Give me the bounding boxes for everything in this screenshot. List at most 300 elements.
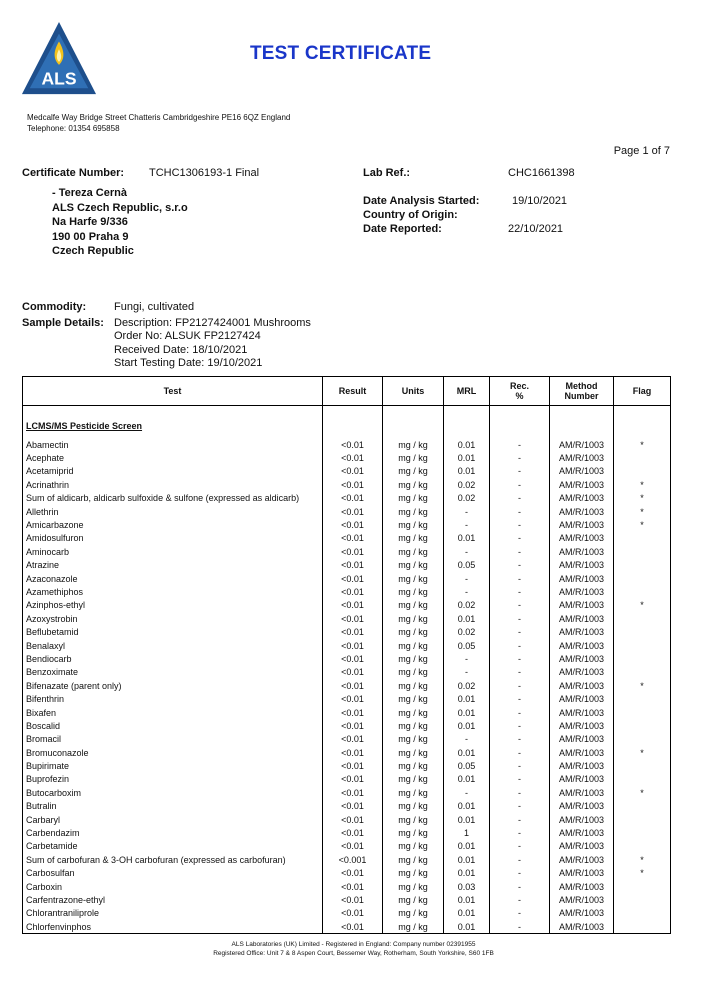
cell-test: Benzoximate: [23, 666, 323, 679]
cell-test: Sum of aldicarb, aldicarb sulfoxide & sulfone (expressed as aldicarb): [23, 492, 323, 505]
table-row: [23, 559, 671, 572]
cell-test: Amicarbazone: [23, 518, 323, 531]
cell-method: AM/R/1003: [550, 532, 614, 545]
table-row: [23, 786, 671, 799]
cell-method: AM/R/1003: [550, 746, 614, 759]
cell-result: <0.01: [323, 719, 383, 732]
cell-method: AM/R/1003: [550, 826, 614, 839]
client-contact: - Tereza Cernà: [52, 187, 127, 199]
table-row: [23, 826, 671, 839]
cell-rec: -: [490, 465, 550, 478]
cell-result: <0.01: [323, 518, 383, 531]
cell-result: <0.01: [323, 652, 383, 665]
cell-test: Amidosulfuron: [23, 532, 323, 545]
cell-result: <0.01: [323, 585, 383, 598]
cell-mrl: 0.01: [444, 773, 490, 786]
cell-rec: -: [490, 625, 550, 638]
footer-registered-office: Registered Office: Unit 7 & 8 Aspen Court, Bessemer Way, Rotherham, South Yorkshire, S60 1FB: [213, 950, 494, 957]
cell-mrl: 0.02: [444, 478, 490, 491]
cell-test: Bromacil: [23, 733, 323, 746]
cell-rec: -: [490, 438, 550, 451]
cell-units: mg / kg: [383, 759, 444, 772]
cell-test: Acrinathrin: [23, 478, 323, 491]
cell-mrl: 0.01: [444, 840, 490, 853]
cell-rec: -: [490, 759, 550, 772]
cell-rec: -: [490, 505, 550, 518]
cell-test: Carfentrazone-ethyl: [23, 893, 323, 906]
cell-units: mg / kg: [383, 853, 444, 866]
cell-mrl: -: [444, 518, 490, 531]
table-row: [23, 585, 671, 598]
cell-test: Allethrin: [23, 505, 323, 518]
table-row: [23, 706, 671, 719]
cell-mrl: 0.02: [444, 492, 490, 505]
cell-rec: -: [490, 880, 550, 893]
cell-units: mg / kg: [383, 612, 444, 625]
cell-flag: [614, 639, 671, 652]
cell-units: mg / kg: [383, 532, 444, 545]
header-method-line1: Method: [565, 381, 598, 391]
date-reported-label: Date Reported:: [363, 223, 442, 235]
cell-result: <0.01: [323, 612, 383, 625]
cell-mrl: 0.01: [444, 706, 490, 719]
cell-mrl: 1: [444, 826, 490, 839]
cell-units: mg / kg: [383, 639, 444, 652]
cell-result: <0.01: [323, 920, 383, 934]
commodity-label: Commodity:: [22, 301, 87, 313]
cell-method: AM/R/1003: [550, 813, 614, 826]
cell-test: Benalaxyl: [23, 639, 323, 652]
cell-flag: [614, 625, 671, 638]
cell-method: AM/R/1003: [550, 800, 614, 813]
cell-test: Abamectin: [23, 438, 323, 451]
table-row: [23, 679, 671, 692]
table-row: [23, 840, 671, 853]
cell-test: Azaconazole: [23, 572, 323, 585]
cell-result: <0.01: [323, 438, 383, 451]
address-line: Medcalfe Way Bridge Street Chatteris Cambridgeshire PE16 6QZ England: [27, 113, 291, 122]
header-result: Result: [323, 377, 383, 406]
cell-units: mg / kg: [383, 719, 444, 732]
cell-test: Carbetamide: [23, 840, 323, 853]
cell-method: AM/R/1003: [550, 759, 614, 772]
cell-flag: *: [614, 492, 671, 505]
cell-units: mg / kg: [383, 920, 444, 934]
sample-details: [114, 317, 311, 370]
cell-rec: -: [490, 840, 550, 853]
cell-rec: -: [490, 853, 550, 866]
section-row: [23, 406, 671, 433]
cell-flag: [614, 532, 671, 545]
cell-mrl: 0.01: [444, 532, 490, 545]
cell-test: Acetamiprid: [23, 465, 323, 478]
cell-rec: -: [490, 679, 550, 692]
table-row: [23, 545, 671, 558]
cell-method: AM/R/1003: [550, 559, 614, 572]
client-address: [52, 186, 188, 259]
table-row: [23, 492, 671, 505]
cell-flag: [614, 907, 671, 920]
cell-rec: -: [490, 666, 550, 679]
cell-result: <0.01: [323, 465, 383, 478]
cell-flag: *: [614, 438, 671, 451]
cell-rec: -: [490, 492, 550, 505]
cell-method: AM/R/1003: [550, 652, 614, 665]
cell-mrl: 0.01: [444, 907, 490, 920]
table-row: [23, 733, 671, 746]
cell-units: mg / kg: [383, 840, 444, 853]
cell-rec: -: [490, 559, 550, 572]
cell-method: AM/R/1003: [550, 786, 614, 799]
cell-mrl: -: [444, 786, 490, 799]
cell-units: mg / kg: [383, 478, 444, 491]
table-row: [23, 719, 671, 732]
cell-flag: [614, 545, 671, 558]
cell-result: <0.01: [323, 532, 383, 545]
cell-flag: [614, 465, 671, 478]
table-row: [23, 599, 671, 612]
cell-rec: -: [490, 532, 550, 545]
cell-method: AM/R/1003: [550, 478, 614, 491]
cell-rec: -: [490, 746, 550, 759]
cell-rec: -: [490, 652, 550, 665]
cell-units: mg / kg: [383, 893, 444, 906]
cell-method: AM/R/1003: [550, 572, 614, 585]
header-rec-line2: %: [515, 391, 524, 401]
table-row: [23, 759, 671, 772]
cell-units: mg / kg: [383, 559, 444, 572]
cell-flag: [614, 880, 671, 893]
table-row: [23, 505, 671, 518]
cell-method: AM/R/1003: [550, 920, 614, 934]
cell-result: <0.01: [323, 880, 383, 893]
cell-flag: [614, 826, 671, 839]
cell-flag: *: [614, 599, 671, 612]
cell-flag: [614, 759, 671, 772]
cell-rec: -: [490, 719, 550, 732]
cell-mrl: 0.03: [444, 880, 490, 893]
footer-company: ALS Laboratories (UK) Limited - Registered in England: Company number 02391955: [231, 941, 476, 948]
cell-rec: -: [490, 867, 550, 880]
page-title: TEST CERTIFICATE: [250, 43, 432, 64]
cell-rec: -: [490, 518, 550, 531]
cell-rec: -: [490, 826, 550, 839]
cell-units: mg / kg: [383, 545, 444, 558]
cell-method: AM/R/1003: [550, 733, 614, 746]
cell-rec: -: [490, 599, 550, 612]
cell-result: <0.01: [323, 893, 383, 906]
cell-result: <0.01: [323, 492, 383, 505]
cell-result: <0.001: [323, 853, 383, 866]
cell-units: mg / kg: [383, 518, 444, 531]
header-method-line2: Number: [564, 391, 599, 401]
cell-rec: -: [490, 813, 550, 826]
certificate-number-value: TCHC1306193-1 Final: [149, 167, 260, 179]
cell-test: Buprofezin: [23, 773, 323, 786]
cell-method: AM/R/1003: [550, 893, 614, 906]
cell-mrl: 0.02: [444, 679, 490, 692]
cell-flag: *: [614, 505, 671, 518]
cell-test: Bromuconazole: [23, 746, 323, 759]
table-row: [23, 625, 671, 638]
cell-test: Acephate: [23, 451, 323, 464]
table-row: [23, 612, 671, 625]
cell-mrl: 0.02: [444, 625, 490, 638]
cell-flag: *: [614, 679, 671, 692]
cell-rec: -: [490, 773, 550, 786]
cell-units: mg / kg: [383, 826, 444, 839]
cell-result: <0.01: [323, 505, 383, 518]
certificate-number-label: Certificate Number:: [22, 167, 125, 179]
cell-test: Azamethiphos: [23, 585, 323, 598]
cell-result: <0.01: [323, 679, 383, 692]
cell-test: Chlorfenvinphos: [23, 920, 323, 934]
table-row: [23, 920, 671, 934]
cell-mrl: 0.05: [444, 639, 490, 652]
cell-method: AM/R/1003: [550, 867, 614, 880]
cell-test: Chlorantraniliprole: [23, 907, 323, 920]
cell-units: mg / kg: [383, 505, 444, 518]
cell-rec: -: [490, 692, 550, 705]
cell-flag: [614, 652, 671, 665]
cell-rec: -: [490, 907, 550, 920]
table-row: [23, 451, 671, 464]
cell-result: <0.01: [323, 572, 383, 585]
cell-mrl: 0.01: [444, 451, 490, 464]
cell-units: mg / kg: [383, 706, 444, 719]
cell-result: <0.01: [323, 692, 383, 705]
commodity-value: Fungi, cultivated: [114, 301, 195, 313]
cell-flag: [614, 840, 671, 853]
cell-units: mg / kg: [383, 666, 444, 679]
cell-method: AM/R/1003: [550, 853, 614, 866]
cell-test: Carbendazim: [23, 826, 323, 839]
cell-flag: [614, 893, 671, 906]
cell-units: mg / kg: [383, 492, 444, 505]
cell-mrl: 0.01: [444, 692, 490, 705]
cell-test: Beflubetamid: [23, 625, 323, 638]
cell-result: <0.01: [323, 907, 383, 920]
cell-flag: [614, 719, 671, 732]
cell-rec: -: [490, 451, 550, 464]
cell-method: AM/R/1003: [550, 719, 614, 732]
cell-test: Bupirimate: [23, 759, 323, 772]
cell-test: Carboxin: [23, 880, 323, 893]
cell-method: AM/R/1003: [550, 599, 614, 612]
table-row: [23, 478, 671, 491]
cell-mrl: 0.01: [444, 853, 490, 866]
cell-test: Bixafen: [23, 706, 323, 719]
cell-mrl: 0.01: [444, 800, 490, 813]
cell-method: AM/R/1003: [550, 639, 614, 652]
cell-units: mg / kg: [383, 679, 444, 692]
header-test: Test: [23, 377, 323, 406]
cell-method: AM/R/1003: [550, 880, 614, 893]
cell-rec: -: [490, 478, 550, 491]
cell-units: mg / kg: [383, 773, 444, 786]
cell-units: mg / kg: [383, 625, 444, 638]
table-row: [23, 907, 671, 920]
als-logo: [20, 20, 98, 98]
cell-test: Atrazine: [23, 559, 323, 572]
cell-method: AM/R/1003: [550, 666, 614, 679]
cell-flag: *: [614, 853, 671, 866]
cell-method: AM/R/1003: [550, 625, 614, 638]
country-of-origin-label: Country of Origin:: [363, 209, 458, 221]
cell-mrl: -: [444, 666, 490, 679]
cell-method: AM/R/1003: [550, 505, 614, 518]
sample-details-label: Sample Details:: [22, 317, 104, 329]
cell-units: mg / kg: [383, 692, 444, 705]
header-units: Units: [383, 377, 444, 406]
cell-result: <0.01: [323, 867, 383, 880]
sample-description: Description: FP2127424001 Mushrooms: [114, 317, 311, 329]
table-header-row: [23, 377, 671, 406]
cell-flag: [614, 920, 671, 934]
cell-mrl: -: [444, 505, 490, 518]
cell-rec: -: [490, 585, 550, 598]
cell-flag: [614, 800, 671, 813]
cell-result: <0.01: [323, 759, 383, 772]
cell-flag: [614, 612, 671, 625]
date-started-label: Date Analysis Started:: [363, 195, 480, 207]
cell-flag: [614, 666, 671, 679]
cell-test: Sum of carbofuran & 3-OH carbofuran (expressed as carbofuran): [23, 853, 323, 866]
table-row: [23, 518, 671, 531]
cell-test: Bifenazate (parent only): [23, 679, 323, 692]
cell-flag: [614, 585, 671, 598]
cell-rec: -: [490, 639, 550, 652]
cell-test: Azinphos-ethyl: [23, 599, 323, 612]
cell-method: AM/R/1003: [550, 692, 614, 705]
header-flag: Flag: [614, 377, 671, 406]
cell-result: <0.01: [323, 813, 383, 826]
cell-mrl: 0.05: [444, 759, 490, 772]
cell-method: AM/R/1003: [550, 438, 614, 451]
cell-method: AM/R/1003: [550, 545, 614, 558]
cell-method: AM/R/1003: [550, 679, 614, 692]
header-rec: [490, 377, 550, 406]
lab-address: [27, 112, 290, 134]
table-row: [23, 800, 671, 813]
sample-received-date: Received Date: 18/10/2021: [114, 343, 248, 356]
cell-result: <0.01: [323, 639, 383, 652]
cell-result: <0.01: [323, 746, 383, 759]
cell-result: <0.01: [323, 625, 383, 638]
cell-flag: [614, 572, 671, 585]
cell-mrl: -: [444, 733, 490, 746]
cell-units: mg / kg: [383, 786, 444, 799]
cell-flag: *: [614, 478, 671, 491]
cell-mrl: -: [444, 585, 490, 598]
section-title-cell: [23, 406, 323, 433]
cell-mrl: 0.02: [444, 599, 490, 612]
table-row: [23, 880, 671, 893]
results-table: [22, 376, 671, 934]
cell-mrl: 0.01: [444, 746, 490, 759]
cell-flag: [614, 813, 671, 826]
table-row: [23, 438, 671, 451]
cell-method: AM/R/1003: [550, 706, 614, 719]
cell-result: <0.01: [323, 773, 383, 786]
cell-result: <0.01: [323, 545, 383, 558]
cell-mrl: -: [444, 572, 490, 585]
cell-rec: -: [490, 893, 550, 906]
cell-units: mg / kg: [383, 572, 444, 585]
cell-method: AM/R/1003: [550, 840, 614, 853]
table-row: [23, 572, 671, 585]
table-row: [23, 666, 671, 679]
cell-units: mg / kg: [383, 907, 444, 920]
cell-result: <0.01: [323, 666, 383, 679]
sample-start-testing-date: Start Testing Date: 19/10/2021: [114, 356, 263, 369]
cell-units: mg / kg: [383, 585, 444, 598]
cell-flag: [614, 451, 671, 464]
table-row: [23, 532, 671, 545]
cell-test: Bendiocarb: [23, 652, 323, 665]
cell-flag: *: [614, 746, 671, 759]
cell-rec: -: [490, 612, 550, 625]
table-row: [23, 867, 671, 880]
cell-mrl: 0.01: [444, 719, 490, 732]
table-row: [23, 746, 671, 759]
client-company: ALS Czech Republic, s.r.o: [52, 201, 188, 214]
cell-test: Boscalid: [23, 719, 323, 732]
cell-flag: [614, 706, 671, 719]
client-city: 190 00 Praha 9: [52, 230, 129, 243]
table-row: [23, 773, 671, 786]
page-number: Page 1 of 7: [613, 145, 670, 157]
cell-test: Azoxystrobin: [23, 612, 323, 625]
section-title: LCMS/MS Pesticide Screen: [26, 421, 143, 431]
cell-test: Butralin: [23, 800, 323, 813]
client-street: Na Harfe 9/336: [52, 216, 128, 228]
cell-method: AM/R/1003: [550, 492, 614, 505]
table-row: [23, 639, 671, 652]
cell-rec: -: [490, 706, 550, 719]
cell-mrl: 0.01: [444, 893, 490, 906]
cell-result: <0.01: [323, 786, 383, 799]
cell-method: AM/R/1003: [550, 907, 614, 920]
cell-rec: -: [490, 572, 550, 585]
cell-units: mg / kg: [383, 599, 444, 612]
cell-rec: -: [490, 800, 550, 813]
table-row: [23, 853, 671, 866]
cell-mrl: 0.01: [444, 465, 490, 478]
lab-ref-value: CHC1661398: [508, 167, 575, 179]
svg-text:ALS: ALS: [41, 68, 77, 89]
cell-mrl: 0.01: [444, 438, 490, 451]
cell-units: mg / kg: [383, 800, 444, 813]
date-reported-value: 22/10/2021: [508, 223, 564, 235]
cell-mrl: 0.01: [444, 813, 490, 826]
date-started-value: 19/10/2021: [512, 195, 568, 207]
cell-flag: *: [614, 786, 671, 799]
cell-test: Aminocarb: [23, 545, 323, 558]
cell-method: AM/R/1003: [550, 465, 614, 478]
cell-units: mg / kg: [383, 652, 444, 665]
cell-result: <0.01: [323, 599, 383, 612]
cell-mrl: 0.01: [444, 612, 490, 625]
cell-rec: -: [490, 786, 550, 799]
cell-test: Carbaryl: [23, 813, 323, 826]
cell-method: AM/R/1003: [550, 612, 614, 625]
cell-method: AM/R/1003: [550, 518, 614, 531]
cell-units: mg / kg: [383, 438, 444, 451]
header-rec-line1: Rec.: [509, 381, 529, 391]
telephone-line: Telephone: 01354 695858: [27, 124, 120, 133]
cell-method: AM/R/1003: [550, 451, 614, 464]
